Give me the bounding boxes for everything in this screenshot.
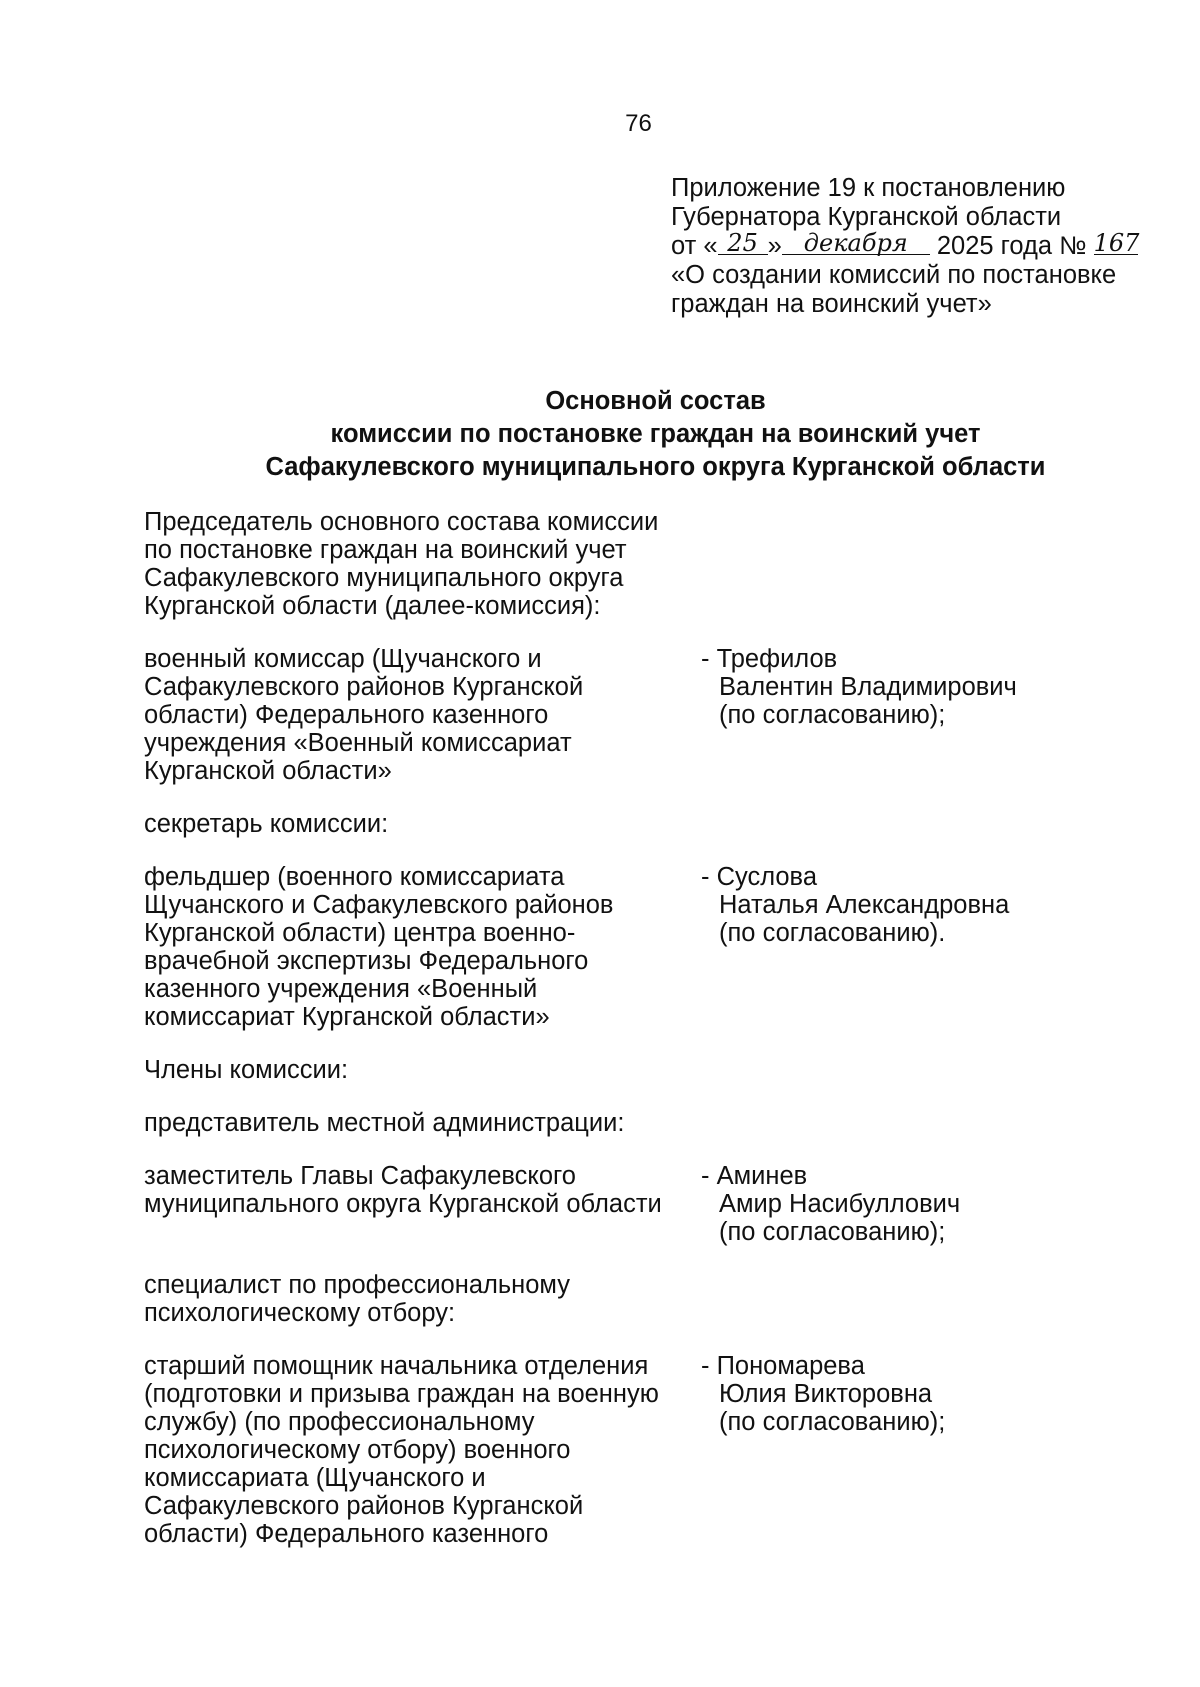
- appendix-header: [671, 174, 1138, 319]
- position-line: секретарь комиссии:: [144, 810, 389, 838]
- position-line: Курганской области (далее-комиссия):: [144, 592, 601, 620]
- position-line: области) Федерального казенного: [144, 701, 549, 729]
- title-line-1: Основной состав: [545, 387, 766, 415]
- entry-position: [144, 1109, 701, 1137]
- commission-entry: [144, 645, 1144, 785]
- entry-position: [144, 1056, 701, 1084]
- person-note: (по согласованию);: [719, 701, 946, 729]
- entry-position: [144, 1352, 701, 1548]
- commission-entry: [144, 1271, 1144, 1327]
- position-line: представитель местной администрации:: [144, 1109, 625, 1137]
- handwritten-day: 25: [718, 232, 768, 255]
- entry-position: [144, 1271, 701, 1327]
- position-line: Председатель основного состава комиссии: [144, 508, 659, 536]
- document-title: [0, 385, 1200, 484]
- position-line: учреждения «Военный комиссариат: [144, 729, 572, 757]
- position-line: (подготовки и призыва граждан на военную: [144, 1380, 659, 1408]
- position-line: Сафакулевского районов Курганской: [144, 673, 584, 701]
- appendix-date-line: [671, 229, 1140, 261]
- position-line: Сафакулевского муниципального округа: [144, 564, 624, 592]
- entry-person: [701, 810, 1144, 838]
- entry-person: [701, 1162, 1144, 1246]
- position-line: заместитель Главы Сафакулевского: [144, 1162, 576, 1190]
- title-line-3: Сафакулевского муниципального округа Курганской области: [265, 453, 1046, 481]
- commission-entry: [144, 508, 1144, 620]
- position-line: Сафакулевского районов Курганской: [144, 1492, 584, 1520]
- appendix-line-2: Губернатора Курганской области: [671, 203, 1062, 231]
- date-year: 2025 года №: [936, 232, 1087, 260]
- person-surname: - Суслова: [701, 863, 817, 891]
- appendix-line-4: «О создании комиссий по постановке: [671, 261, 1117, 289]
- position-line: Курганской области»: [144, 757, 392, 785]
- entry-person: [701, 645, 1144, 785]
- position-line: Курганской области) центра военно-: [144, 919, 576, 947]
- position-line: военный комиссар (Щучанского и: [144, 645, 542, 673]
- person-surname: - Трефилов: [701, 645, 838, 673]
- commission-entry: [144, 1056, 1144, 1084]
- position-line: по постановке граждан на воинский учет: [144, 536, 627, 564]
- commission-entry: [144, 1352, 1144, 1548]
- position-line: службу) (по профессиональному: [144, 1408, 535, 1436]
- position-line: Члены комиссии:: [144, 1056, 349, 1084]
- entry-person: [701, 1056, 1144, 1084]
- position-line: казенного учреждения «Военный: [144, 975, 538, 1003]
- commission-entry: [144, 863, 1144, 1031]
- position-line: врачебной экспертизы Федерального: [144, 947, 589, 975]
- position-line: специалист по профессиональному: [144, 1271, 571, 1299]
- position-line: комиссариат Курганской области»: [144, 1003, 550, 1031]
- entry-person: [701, 863, 1144, 1031]
- person-given-names: Амир Насибуллович: [719, 1190, 961, 1218]
- entry-position: [144, 863, 701, 1031]
- person-given-names: Валентин Владимирович: [719, 673, 1017, 701]
- commission-entry: [144, 810, 1144, 838]
- appendix-line-5: граждан на воинский учет»: [671, 290, 992, 318]
- person-given-names: Наталья Александровна: [719, 891, 1010, 919]
- entry-position: [144, 508, 701, 620]
- appendix-line-1: Приложение 19 к постановлению: [671, 174, 1066, 202]
- entry-person: [701, 1352, 1144, 1548]
- person-given-names: Юлия Викторовна: [719, 1380, 933, 1408]
- position-line: фельдшер (военного комиссариата: [144, 863, 565, 891]
- handwritten-month: декабря: [782, 232, 930, 255]
- position-line: области) Федерального казенного: [144, 1520, 549, 1548]
- entry-person: [701, 508, 1144, 620]
- position-line: муниципального округа Курганской области: [144, 1190, 662, 1218]
- person-note: (по согласованию).: [719, 919, 946, 947]
- commission-entry: [144, 1162, 1144, 1246]
- person-surname: - Аминев: [701, 1162, 808, 1190]
- date-prefix: от «: [671, 232, 718, 260]
- person-note: (по согласованию);: [719, 1218, 946, 1246]
- commission-entry: [144, 1109, 1144, 1137]
- entry-person: [701, 1271, 1144, 1327]
- position-line: психологическому отбору) военного: [144, 1436, 571, 1464]
- position-line: Щучанского и Сафакулевского районов: [144, 891, 614, 919]
- person-surname: - Пономарева: [701, 1352, 865, 1380]
- commission-list: [144, 508, 1144, 1573]
- entry-person: [701, 1109, 1144, 1137]
- entry-position: [144, 1162, 701, 1246]
- person-note: (по согласованию);: [719, 1408, 946, 1436]
- position-line: комиссариата (Щучанского и: [144, 1464, 486, 1492]
- title-line-2: комиссии по постановке граждан на воинский учет: [330, 420, 981, 448]
- entry-position: [144, 645, 701, 785]
- position-line: психологическому отбору:: [144, 1299, 456, 1327]
- position-line: старший помощник начальника отделения: [144, 1352, 649, 1380]
- entry-position: [144, 810, 701, 838]
- page-number: 76: [625, 110, 652, 137]
- handwritten-doc-number: 167: [1093, 229, 1140, 257]
- date-close: »: [767, 232, 782, 260]
